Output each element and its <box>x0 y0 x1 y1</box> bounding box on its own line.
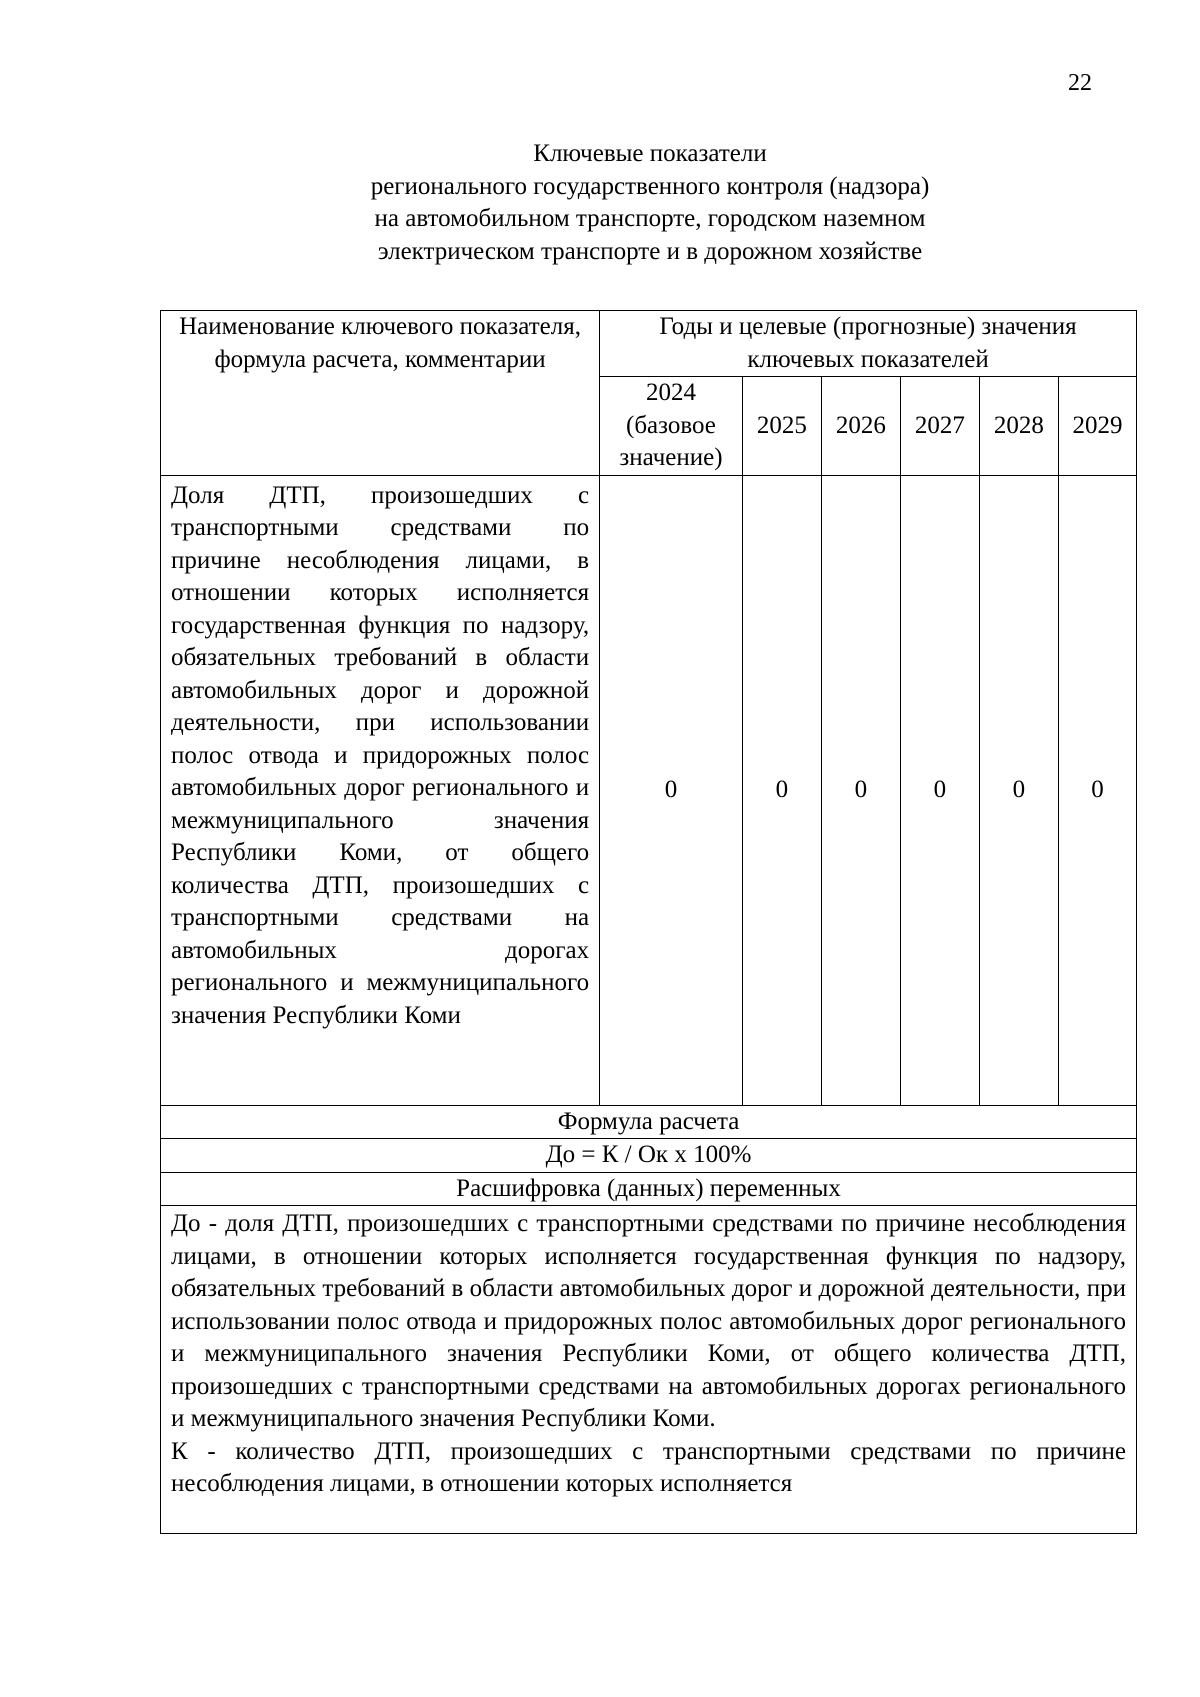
key-indicators-table <box>160 310 1137 1534</box>
variables-label: Расшифровка (данных) переменных <box>161 1172 1137 1206</box>
header-year-2027: 2027 <box>900 377 979 476</box>
header-year-2025: 2025 <box>742 377 821 476</box>
title-line-2: регионального государственного контроля (надзора) <box>370 172 930 200</box>
header-year-2026: 2026 <box>821 377 900 476</box>
indicator-value-2024: 0 <box>600 475 743 1105</box>
header-year-2028: 2028 <box>979 377 1058 476</box>
base-year-note: (базовое значение) <box>619 411 723 471</box>
header-years-group: Годы и целевые (прогнозные) значения ключевых показателей <box>600 311 1137 377</box>
document-title <box>160 138 1140 268</box>
indicator-value-2027: 0 <box>900 475 979 1105</box>
title-line-1: Ключевые показатели <box>533 140 767 167</box>
variable-k: К - количество ДТП, произошедших с транспортными средствами по причине несоблюдения лицами, в отношении которых исполняется <box>171 1437 1126 1497</box>
title-line-4: электрическом транспорте и в дорожном хозяйстве <box>377 237 923 265</box>
variables-description <box>161 1206 1137 1534</box>
header-year-2024 <box>600 377 743 476</box>
indicator-value-2028: 0 <box>979 475 1058 1105</box>
base-year-label: 2024 <box>645 379 696 406</box>
indicator-value-2026: 0 <box>821 475 900 1105</box>
formula: До = К / Ок х 100% <box>161 1139 1137 1173</box>
indicator-value-2025: 0 <box>742 475 821 1105</box>
variable-do: До - доля ДТП, произошедших с транспортными средствами по причине несоблюдения лицами, в отношении которых исполняется государственная функция по надзору, обязательных требований в области автомобильных дорог и дорожной деятельности, при использовании полос отвода и придорожных полос автомобильных дорог регионального и межмуниципального значения Республики Коми, от общего количества ДТП, произошедших с транспортными средствами на автомобильных дорогах регионального и межмуниципального значения Республики Коми. <box>171 1210 1126 1432</box>
page-number: 22 <box>1068 70 1092 96</box>
header-year-2029: 2029 <box>1058 377 1136 476</box>
indicator-value-2029: 0 <box>1058 475 1136 1105</box>
title-line-3: на автомобильном транспорте, городском наземном <box>374 205 926 232</box>
indicator-name: Доля ДТП, произошедших с транспортными средствами по причине несоблюдения лицами, в отношении которых исполняется государственная функция по надзору, обязательных требований в области автомобильных дорог и дорожной деятельности, при использовании полос отвода и придорожных полос автомобильных дорог регионального и межмуниципального значения Республики Коми, от общего количества ДТП, произошедших с транспортными средствами на автомобильных дорогах регионального и межмуниципального значения Республики Коми <box>161 475 600 1105</box>
formula-label: Формула расчета <box>161 1105 1137 1139</box>
header-indicator-name: Наименование ключевого показателя, формула расчета, комментарии <box>161 311 600 476</box>
